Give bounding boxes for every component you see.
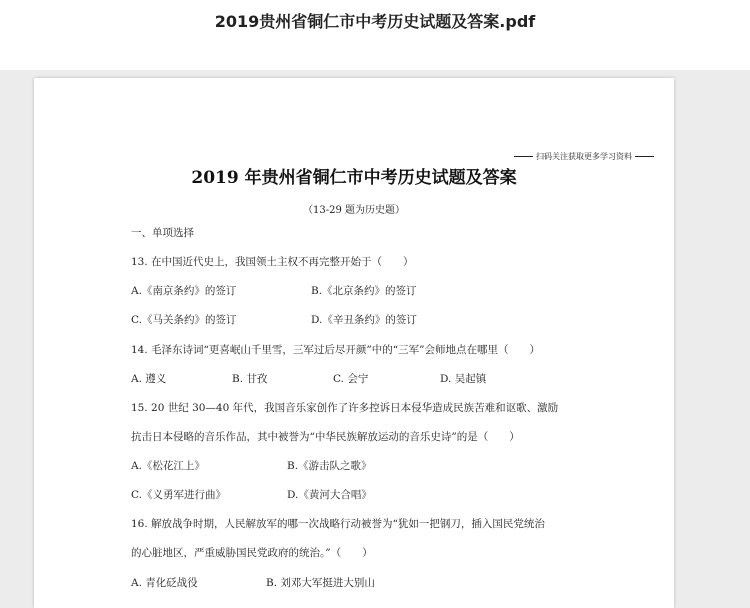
section-heading: 一、单项选择 [131,227,194,239]
q13-option-d: D.《辛丑条约》的签订 [311,314,417,326]
question-15-line-2: 抗击日本侵略的音乐作品，其中被誉为“中华民族解放运动的音乐史诗”的是（ ） [131,431,520,443]
q15-option-d: D.《黄河大合唱》 [287,489,372,501]
q15-option-a: A.《松花江上》 [131,460,205,472]
document-subtitle: （13-29 题为历史题） [302,205,405,216]
banner-dash-right [635,156,654,157]
banner-dash-left [514,156,533,157]
q14-option-b: B. 甘孜 [232,373,268,385]
q13-option-c: C.《马关条约》的签订 [131,314,237,326]
question-16-line-2: 的心脏地区，严重威胁国民党政府的统治。”（ ） [131,547,373,559]
document-title: 2019 年贵州省铜仁市中考历史试题及答案 [191,168,517,188]
q15-option-c: C.《义勇军进行曲》 [131,489,226,501]
promo-banner [511,151,657,162]
q13-option-b: B.《北京条约》的签订 [311,285,417,297]
q16-option-a: A. 青化砭战役 [131,577,198,589]
q14-option-c: C. 会宁 [333,373,369,385]
question-15-line-1: 15. 20 世纪 30—40 年代，我国音乐家创作了许多控诉日本侵华造成民族苦难和讴歌、激励 [131,402,559,414]
document-header [0,0,750,70]
q15-option-b: B.《游击队之歌》 [287,460,372,472]
question-16-line-1: 16. 解放战争时期，人民解放军的哪一次战略行动被誉为“犹如一把钢刀，插入国民党统治 [131,518,545,530]
q13-option-a: A.《南京条约》的签订 [131,285,237,297]
q14-option-d: D. 吴起镇 [440,373,487,385]
document-page[interactable] [34,78,674,608]
banner-text: 扫码关注获取更多学习资料 [536,152,632,161]
file-title: 2019贵州省铜仁市中考历史试题及答案.pdf [214,12,536,31]
question-14: 14. 毛泽东诗词“更喜岷山千里雪，三军过后尽开颜”中的“三军”会师地点在哪里（ ） [131,344,541,356]
q16-option-b: B. 刘邓大军挺进大别山 [266,577,375,589]
q14-option-a: A. 遵义 [131,373,167,385]
question-13: 13. 在中国近代史上，我国领土主权不再完整开始于（ ） [131,256,414,268]
